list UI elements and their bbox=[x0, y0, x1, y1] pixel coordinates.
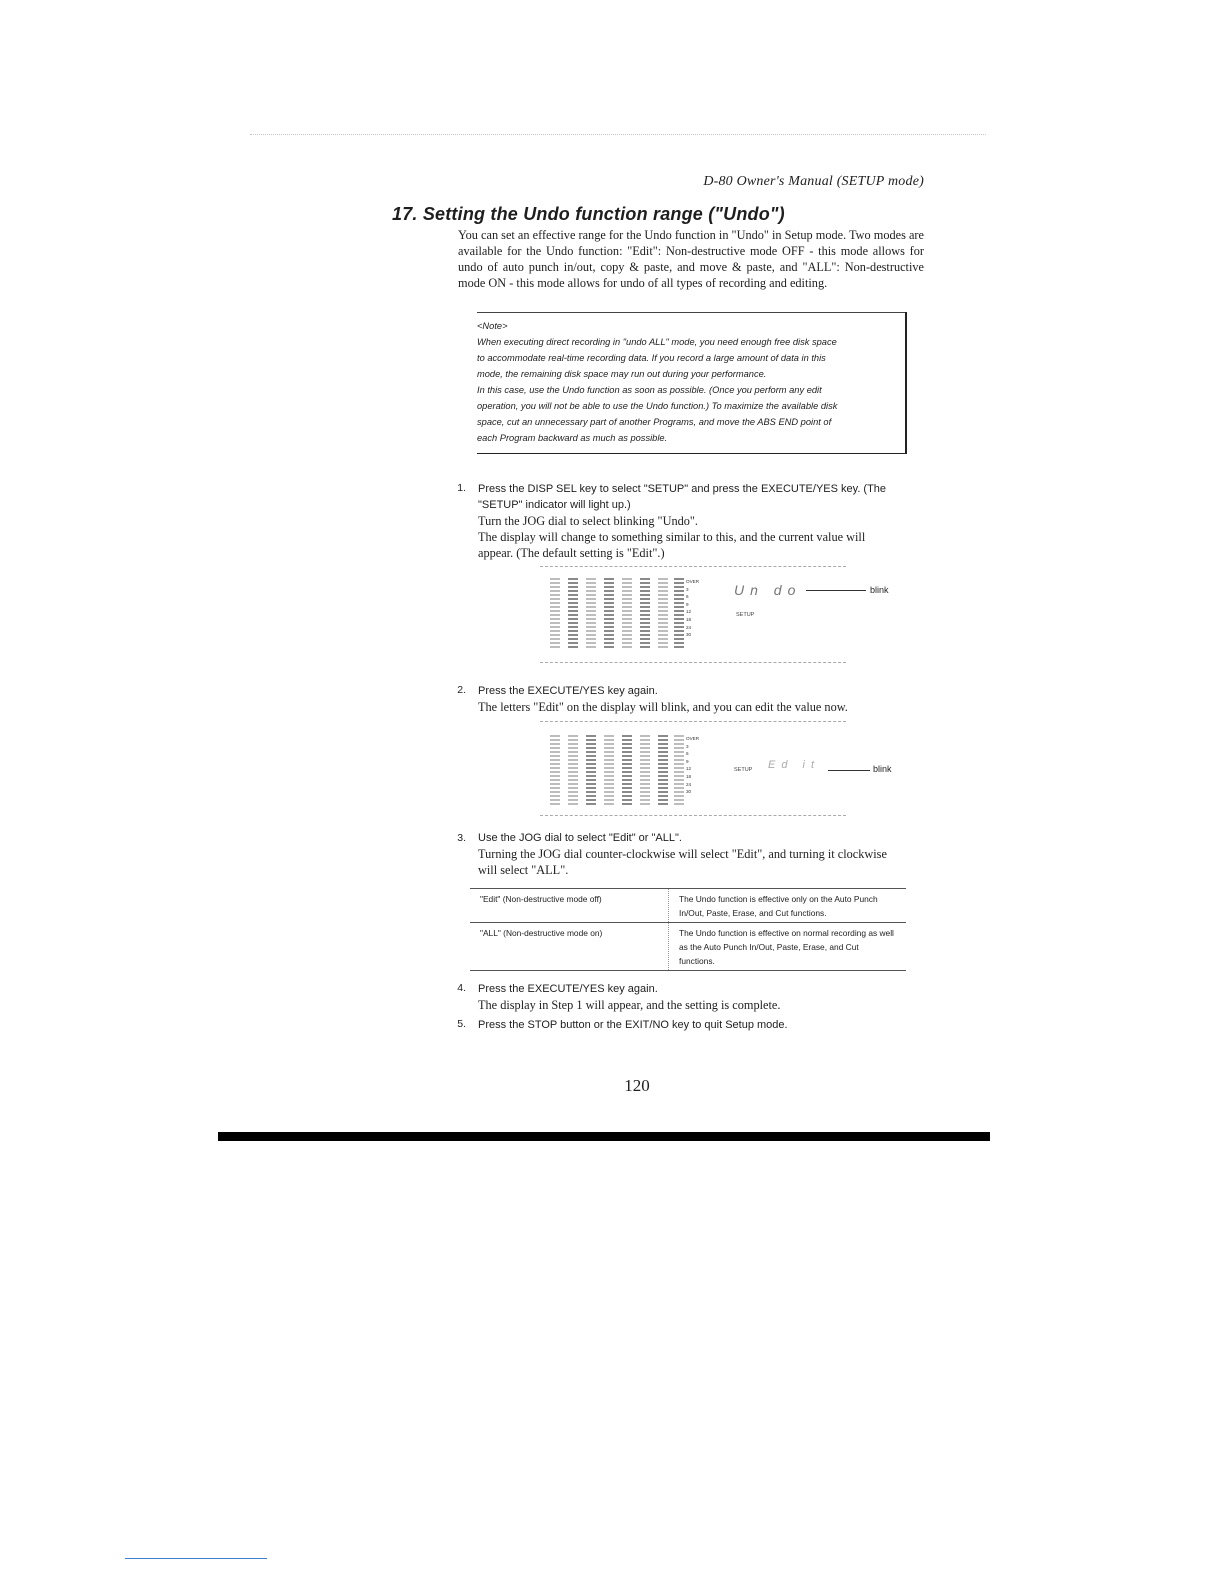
level-meter bbox=[640, 578, 650, 650]
step-5-body bbox=[478, 1017, 924, 1033]
scale-label: 24 bbox=[686, 781, 692, 787]
lcd-display-edit bbox=[540, 721, 896, 819]
level-meter bbox=[586, 578, 596, 650]
note-line: space, cut an unnecessary part of another Programs, and move the ABS END point of bbox=[477, 417, 832, 427]
scale-label: 24 bbox=[686, 624, 692, 630]
note-line: operation, you will not be able to use the Undo function.) To maximize the available disk bbox=[477, 401, 838, 411]
level-meter bbox=[586, 735, 596, 807]
scale-label: 30 bbox=[686, 632, 692, 638]
callout-line bbox=[828, 770, 870, 771]
scale-label: 12 bbox=[686, 609, 692, 615]
lcd-display-undo bbox=[540, 566, 896, 666]
setup-indicator: SETUP bbox=[734, 767, 753, 773]
note-line: to accommodate real-time recording data. If you record a large amount of data in this bbox=[477, 353, 826, 363]
level-meter bbox=[550, 735, 560, 807]
level-meter bbox=[550, 578, 560, 650]
meter-scale bbox=[686, 578, 699, 639]
level-meter bbox=[658, 578, 668, 650]
footer-bar bbox=[218, 1132, 990, 1141]
mode-cell: "ALL" (Non-destructive mode on) bbox=[480, 928, 603, 938]
running-header: D-80 Owner's Manual (SETUP mode) bbox=[703, 174, 924, 189]
scale-label: 3 bbox=[686, 586, 689, 592]
page-number: 120 bbox=[624, 1076, 650, 1095]
step-number: 2. bbox=[457, 684, 466, 696]
scale-label: 6 bbox=[686, 594, 689, 600]
level-meter bbox=[658, 735, 668, 807]
level-meter bbox=[568, 735, 578, 807]
lcd-text: Un do bbox=[734, 582, 802, 598]
blink-annotation: blink bbox=[873, 764, 892, 774]
step-line: Turning the JOG dial counter-clockwise will select "Edit", and turning it clockwise bbox=[478, 847, 887, 861]
level-meter bbox=[622, 578, 632, 650]
scale-label: OVER bbox=[686, 579, 700, 584]
note-line: In this case, use the Undo function as soon as possible. (Once you perform any edit bbox=[477, 385, 822, 395]
scale-label: 30 bbox=[686, 789, 692, 795]
note-line: each Program backward as much as possible. bbox=[477, 433, 668, 443]
setup-indicator: SETUP bbox=[736, 612, 755, 618]
scale-label: 18 bbox=[686, 773, 692, 779]
step-1-body bbox=[478, 481, 924, 561]
table-row bbox=[470, 889, 906, 923]
scan-speckle-rule bbox=[250, 134, 986, 135]
scale-label: 6 bbox=[686, 751, 689, 757]
step-line: will select "ALL". bbox=[478, 863, 569, 877]
note-label: <Note> bbox=[477, 321, 508, 331]
description-cell: The Undo function is effective only on the Auto Punch In/Out, Paste, Erase, and Cut functions. bbox=[669, 889, 907, 923]
step-number: 3. bbox=[457, 832, 466, 844]
footnote-rule bbox=[125, 1558, 267, 1559]
step-line: Press the EXECUTE/YES key again. bbox=[478, 685, 658, 697]
scale-label: 18 bbox=[686, 616, 692, 622]
note-text bbox=[477, 318, 899, 446]
note-box bbox=[467, 312, 907, 454]
step-number: 4. bbox=[457, 982, 466, 994]
step-line: Turn the JOG dial to select blinking "Undo". bbox=[478, 514, 698, 528]
callout-line bbox=[806, 590, 866, 591]
level-meter bbox=[568, 578, 578, 650]
note-line: When executing direct recording in "undo ALL" mode, you need enough free disk space bbox=[477, 337, 837, 347]
step-line: Use the JOG dial to select "Edit" or "ALL". bbox=[478, 832, 682, 844]
meter-scale bbox=[686, 735, 699, 796]
scale-label: OVER bbox=[686, 736, 700, 741]
step-line: "SETUP" indicator will light up.) bbox=[478, 499, 631, 511]
note-line: mode, the remaining disk space may run out during your performance. bbox=[477, 369, 767, 379]
level-meter bbox=[604, 578, 614, 650]
undo-modes-table bbox=[470, 888, 906, 971]
step-3-body bbox=[478, 830, 924, 878]
lcd-text-blinking: Ed it bbox=[768, 759, 821, 771]
step-number: 5. bbox=[457, 1018, 466, 1030]
description-cell: The Undo function is effective on normal recording as well as the Auto Punch In/Out, Paste, Erase, and Cut functions. bbox=[669, 923, 907, 971]
step-line: appear. (The default setting is "Edit".) bbox=[478, 546, 665, 560]
section-title: 17. Setting the Undo function range ("Undo") bbox=[392, 204, 785, 224]
mode-cell: "Edit" (Non-destructive mode off) bbox=[480, 894, 602, 904]
step-line: Press the STOP button or the EXIT/NO key to quit Setup mode. bbox=[478, 1019, 788, 1031]
level-meter bbox=[622, 735, 632, 807]
scale-label: 3 bbox=[686, 743, 689, 749]
level-meter bbox=[674, 578, 684, 650]
intro-paragraph: You can set an effective range for the Undo function in "Undo" in Setup mode. Two modes are available for the Undo function: "Edit": Non-destructive mode OFF - this mode allows for undo of auto punch in/out, copy & paste, and move & paste, and "ALL": Non-destructive mode ON - this mode allows for undo of all types of recording and editing. bbox=[458, 228, 924, 290]
scale-label: 12 bbox=[686, 766, 692, 772]
step-line: Press the DISP SEL key to select "SETUP" and press the EXECUTE/YES key. (The bbox=[478, 483, 887, 495]
step-line: The display will change to something similar to this, and the current value will bbox=[478, 530, 866, 544]
scale-label: 9 bbox=[686, 601, 689, 607]
step-line: The letters "Edit" on the display will blink, and you can edit the value now. bbox=[478, 700, 848, 714]
step-line: The display in Step 1 will appear, and the setting is complete. bbox=[478, 998, 781, 1012]
table-row bbox=[470, 923, 906, 971]
level-meter bbox=[640, 735, 650, 807]
step-line: Press the EXECUTE/YES key again. bbox=[478, 983, 658, 995]
level-meter bbox=[604, 735, 614, 807]
step-2-body bbox=[478, 683, 924, 715]
step-4-body bbox=[478, 981, 924, 1013]
scale-label: 9 bbox=[686, 758, 689, 764]
step-number: 1. bbox=[457, 482, 466, 494]
level-meter bbox=[674, 735, 684, 807]
blink-annotation: blink bbox=[870, 585, 889, 595]
